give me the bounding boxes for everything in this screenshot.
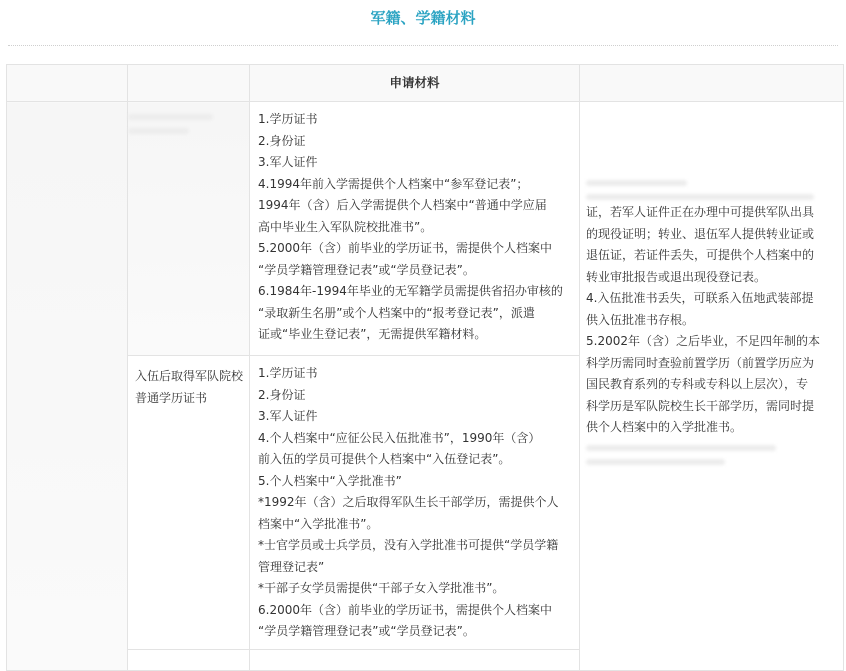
- row1-line: “学员学籍管理登记表”或“学员登记表”。: [258, 262, 475, 277]
- notes-cell: [580, 102, 844, 671]
- row2-line: 档案中“入学批准书”。: [258, 516, 379, 531]
- row1-line: 1994年（含）后入学需提供个人档案中“普通中学应届: [258, 198, 547, 212]
- category-cell: [7, 102, 128, 671]
- notes-line: 国民教育系列的专科或专科以上层次），专: [586, 377, 809, 391]
- row1-materials-cell: [250, 102, 580, 356]
- notes-line: 科学历需同时查验前置学历（前置学历应为: [586, 355, 815, 370]
- row2-line: *干部子女学员需提供“干部子女入学批准书”。: [258, 581, 505, 595]
- row1-line: 6.1984年-1994年毕业的无军籍学员需提供省招办审核的: [258, 284, 563, 298]
- page-title: 军籍、学籍材料: [370, 9, 476, 27]
- row1-line: 4.1994年前入学需提供个人档案中“参军登记表”；: [258, 176, 529, 191]
- row2-line: “学员学籍管理登记表”或“学员登记表”。: [258, 624, 475, 638]
- row3-label-cell: [128, 649, 250, 670]
- row1-line: 3.军人证件: [258, 155, 318, 169]
- row1-line: “录取新生名册”或个人档案中的“报考登记表”，派遣: [258, 305, 535, 320]
- materials-table: [6, 64, 844, 671]
- notes-block: [580, 102, 843, 465]
- header-cell-empty-4: [580, 65, 844, 102]
- notes-line: 退伍证，若证件丢失，可提供个人档案中的: [586, 248, 815, 262]
- notes-line: 供个人档案中的入学批准书。: [586, 420, 743, 434]
- row2-line: *士官学员或士兵学员，没有入学批准书可提供“学员学籍: [258, 538, 559, 552]
- header-cell-empty-2: [128, 65, 250, 102]
- row1-line: 证或“毕业生登记表”，无需提供军籍材料。: [258, 327, 487, 341]
- notes-line: 转业审批报告或退出现役登记表。: [586, 269, 767, 284]
- notes-line: 科学历是军队院校生长干部学历，需同时提: [586, 398, 815, 413]
- row3-materials-cell: [250, 649, 580, 670]
- row2-line: 管理登记表”: [258, 559, 325, 574]
- title-divider: [8, 45, 838, 46]
- notes-line: 5.2002年（含）之后毕业，不足四年制的本: [586, 334, 820, 348]
- row1-line: 5.2000年（含）前毕业的学历证书，需提供个人档案中: [258, 241, 552, 255]
- row2-line: *1992年（含）之后取得军队生长干部学历，需提供个人: [258, 495, 559, 509]
- row1-line: 2.身份证: [258, 133, 306, 148]
- row2-label: 入伍后取得军队院校普通学历证书: [135, 369, 244, 405]
- header-cell-materials: 申请材料: [250, 65, 580, 102]
- table-row: [7, 102, 844, 356]
- header-cell-empty-1: [7, 65, 128, 102]
- row1-line: 高中毕业生入军队院校批准书”。: [258, 219, 433, 234]
- row2-line: 1.学历证书: [258, 366, 318, 380]
- row2-line: 前入伍的学员可提供个人档案中“入伍登记表”。: [258, 452, 511, 466]
- row1-line: 1.学历证书: [258, 112, 318, 126]
- row2-line: 6.2000年（含）前毕业的学历证书，需提供个人档案中: [258, 602, 552, 617]
- row2-materials-cell: [250, 356, 580, 650]
- row2-label-cell: [128, 356, 250, 650]
- table-header-row: [7, 65, 844, 102]
- notes-line: 供入伍批准书存根。: [586, 312, 695, 327]
- row2-line: 4.个人档案中“应征公民入伍批准书”，1990年（含）: [258, 430, 541, 445]
- row2-line: 2.身份证: [258, 387, 306, 402]
- row1-label-cell: [128, 102, 250, 356]
- notes-line: 证，若军人证件正在办理中可提供军队出具: [586, 205, 815, 219]
- notes-line: 的现役证明；转业、退伍军人提供转业证或: [586, 226, 815, 241]
- row2-line: 5.个人档案中“入学批准书”: [258, 473, 402, 488]
- notes-line: 4.入伍批准书丢失，可联系入伍地武装部提: [586, 291, 814, 305]
- row2-line: 3.军人证件: [258, 409, 318, 423]
